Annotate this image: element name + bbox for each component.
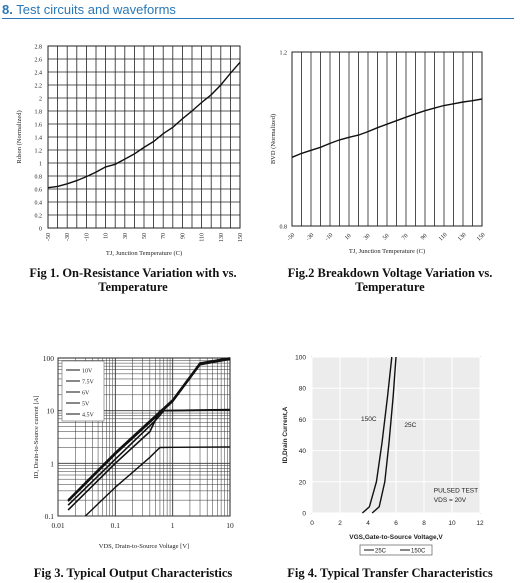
x-tick-label: 0.1 (110, 521, 121, 530)
y-tick-label: 100 (42, 354, 54, 363)
x-axis-label: VGS,Gate-to-Source Voltage,V (349, 534, 443, 541)
y-tick-label: 2.8 (34, 44, 42, 51)
x-tick-label: -50 (46, 233, 52, 241)
chart-fig2-breakdown-voltage (262, 30, 520, 260)
section-header (2, 2, 514, 19)
y-tick-label: 0.8 (34, 174, 42, 181)
annotation-pulsed-test: PULSED TEST (433, 487, 479, 495)
caption-fig4-line1: Fig 4. Typical Transfer Characteristics (287, 566, 493, 580)
y-tick-label: 60 (298, 416, 306, 424)
y-tick-label: 1.4 (34, 135, 42, 142)
x-tick-label: 0.01 (51, 521, 65, 530)
legend-label: 4.5V (82, 412, 94, 419)
x-tick-label: 110 (438, 232, 449, 243)
y-tick-label: 1.8 (34, 109, 42, 116)
y-tick-label: 40 (298, 448, 306, 456)
x-tick-label: 4 (366, 520, 370, 527)
annotation-150c: 150C (361, 415, 377, 423)
chart-fig3-output-characteristics (0, 330, 260, 560)
x-tick-label: 130 (218, 233, 225, 242)
y-tick-label: 2 (39, 96, 42, 103)
legend-label: 7.5V (82, 379, 94, 386)
x-tick-label: 0 (310, 520, 314, 527)
y-tick-label: 0.2 (34, 213, 42, 220)
x-tick-label: 50 (382, 233, 391, 242)
x-tick-label: 70 (161, 233, 168, 239)
legend (360, 545, 432, 555)
y-tick-label: 1 (39, 161, 42, 168)
x-tick-label: 2 (338, 520, 342, 527)
y-tick-label: 1.2 (34, 148, 42, 155)
caption-fig3 (6, 566, 260, 580)
y-tick-label: 20 (298, 479, 306, 487)
y-axis-label: ID,Drain Current,A (282, 406, 289, 464)
y-tick-label: 0 (302, 510, 306, 518)
y-axis-label: BVD (Normalized) (270, 113, 277, 165)
y-tick-label: 2.6 (34, 57, 42, 64)
y-tick-label: 0.6 (34, 187, 42, 194)
x-tick-label: 110 (199, 233, 206, 242)
x-tick-label: 10 (226, 521, 234, 530)
legend-label: 10V (82, 368, 93, 375)
y-tick-label: 80 (298, 385, 306, 393)
x-tick-label: -30 (65, 233, 72, 241)
x-tick-label: 70 (401, 233, 410, 242)
x-tick-label: -30 (305, 232, 316, 243)
caption-fig1 (6, 266, 260, 294)
caption-fig1-line2: Temperature (98, 280, 168, 294)
x-tick-label: -50 (286, 232, 297, 243)
x-tick-label: 8 (422, 520, 426, 527)
annotation-vds: VDS = 20V (433, 497, 467, 505)
y-tick-label: 1.6 (34, 122, 42, 129)
chart-fig1-on-resistance (0, 30, 260, 260)
legend-label: 150C (411, 548, 426, 555)
x-axis-label: TJ, Junction Temperature (C) (105, 250, 183, 257)
legend-label: 5V (82, 401, 90, 408)
x-tick-label: 30 (363, 233, 372, 242)
x-tick-label: 10 (448, 520, 456, 527)
legend (62, 361, 104, 421)
caption-fig2-line2: Temperature (355, 280, 425, 294)
y-tick-label: 2.2 (34, 83, 42, 90)
x-tick-label: 10 (103, 233, 110, 239)
x-tick-label: -10 (84, 233, 91, 241)
chart-fig4-transfer-characteristics (262, 330, 520, 560)
caption-fig2-line1: Fig.2 Breakdown Voltage Variation vs. (287, 266, 493, 280)
x-tick-label: 12 (476, 520, 484, 527)
section-number: 8. (2, 2, 13, 17)
legend-label: 25C (375, 548, 387, 555)
x-tick-label: 1 (170, 521, 175, 530)
y-tick-label: 0.4 (34, 200, 42, 207)
x-tick-label: 30 (122, 233, 129, 239)
caption-fig1-line1: Fig 1. On-Resistance Variation with vs. (29, 266, 237, 280)
caption-fig3-line1: Fig 3. Typical Output Characteristics (33, 566, 233, 580)
y-tick-label: 2.4 (34, 70, 42, 77)
x-axis-label: TJ, Junction Temperature (C) (348, 248, 426, 255)
x-tick-label: 90 (180, 233, 187, 239)
y-axis-label: ID, Drain-to-Source current [A] (33, 395, 40, 479)
y-tick-label: 10 (46, 406, 54, 416)
x-tick-label: -10 (324, 232, 335, 243)
caption-fig2 (262, 266, 518, 294)
x-tick-label: 90 (420, 233, 429, 242)
x-axis-label: VDS, Drain-to-Source Voltage [V] (98, 543, 190, 550)
y-tick-label: 100 (295, 354, 306, 362)
x-tick-label: 6 (394, 520, 398, 527)
x-tick-label: 50 (142, 233, 148, 239)
caption-fig4 (262, 566, 518, 580)
x-tick-label: 150 (475, 231, 487, 243)
y-axis-label: Rdson (Normalized) (16, 110, 23, 164)
x-tick-label: 10 (344, 233, 353, 242)
y-tick-label: 0 (39, 226, 42, 233)
y-tick-label: 0.1 (44, 512, 54, 521)
section-title: Test circuits and waveforms (16, 2, 176, 17)
legend-label: 6V (82, 390, 90, 397)
annotation-25c: 25C (404, 422, 417, 430)
x-tick-label: 130 (456, 231, 468, 243)
y-tick-label: 0.8 (279, 224, 287, 231)
x-tick-label: 150 (238, 233, 244, 242)
y-tick-label: 1 (50, 459, 54, 469)
y-tick-label: 1.2 (279, 50, 287, 57)
